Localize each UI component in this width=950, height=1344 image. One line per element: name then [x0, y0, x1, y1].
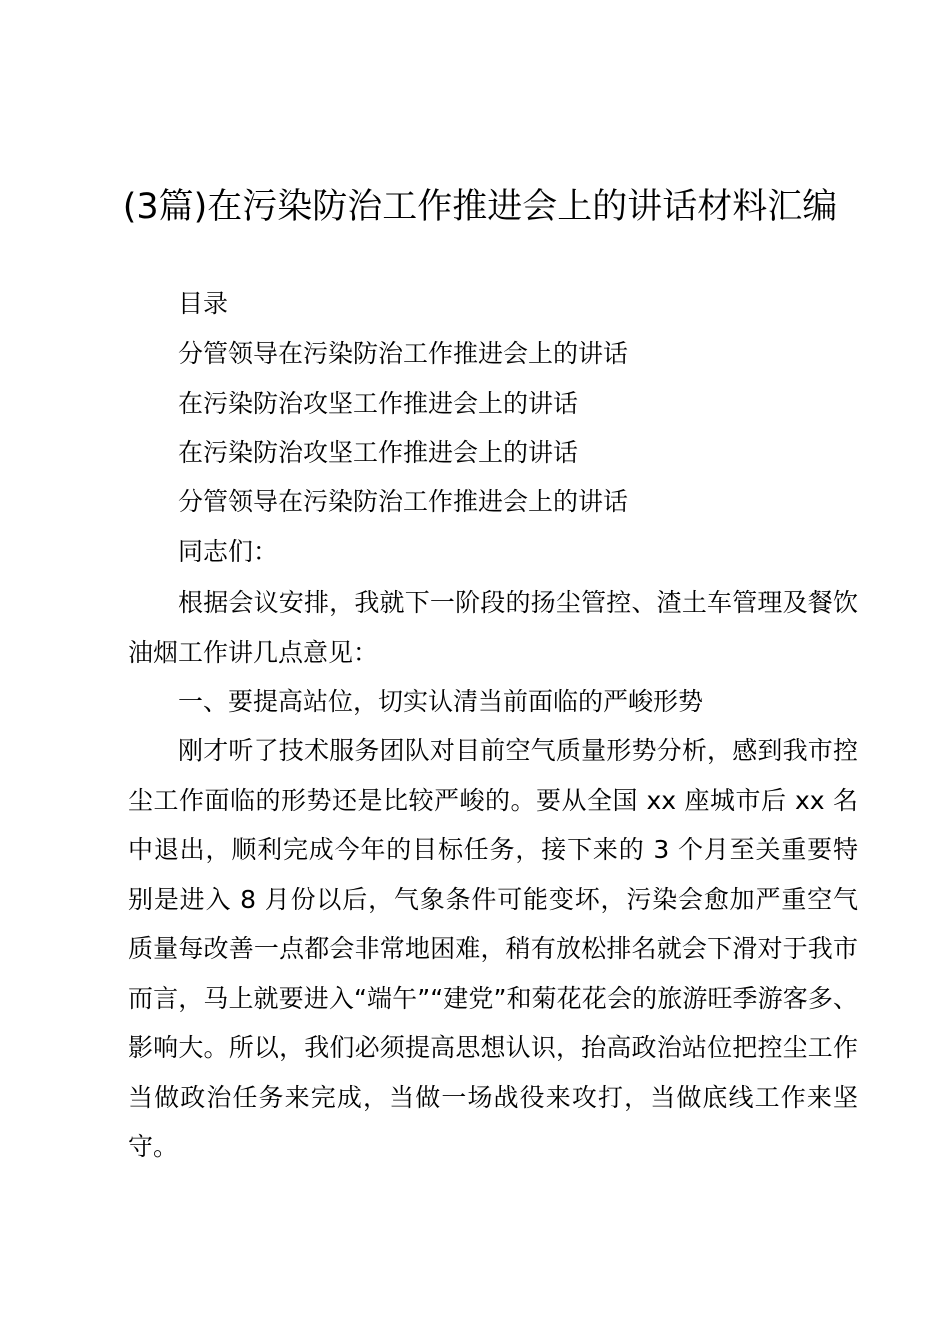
document-title: (3篇)在污染防治工作推进会上的讲话材料汇编 — [122, 187, 838, 227]
paragraph-body: 刚才听了技术服务团队对目前空气质量形势分析，感到我市控尘工作面临的形势还是比较严峻的。要从全国 xx 座城市后 xx 名中退出，顺利完成今年的目标任务，接下来的 3 个月至关重要特别是进入 8 月份以后，气象条件可能变坏，污染会愈加严重空气质量每改善一点都会非常地困难，稍有放松排名就会下滑对于我市而言，马上就要进入“端午”“建党”和菊花花会的旅游旺季游客多、影响大。所以，我们必须提高思想认识，抬高政治站位把控尘工作当做政治任务来完成，当做一场战役来攻打，当做底线工作来坚守。 — [128, 736, 858, 1161]
toc-item: 在污染防治攻坚工作推进会上的讲话 — [178, 438, 579, 467]
paragraph-intro: 根据会议安排，我就下一阶段的扬尘管控、渣土车管理及餐饮油烟工作讲几点意见： — [128, 588, 858, 667]
toc-item: 分管领导在污染防治工作推进会上的讲话 — [178, 339, 629, 368]
section-heading: 一、要提高站位，切实认清当前面临的严峻形势 — [178, 687, 704, 716]
toc-item: 在污染防治攻坚工作推进会上的讲话 — [178, 389, 579, 418]
section-title: 分管领导在污染防治工作推进会上的讲话 — [178, 487, 629, 516]
salutation: 同志们： — [178, 537, 279, 566]
toc-heading: 目录 — [178, 289, 229, 318]
